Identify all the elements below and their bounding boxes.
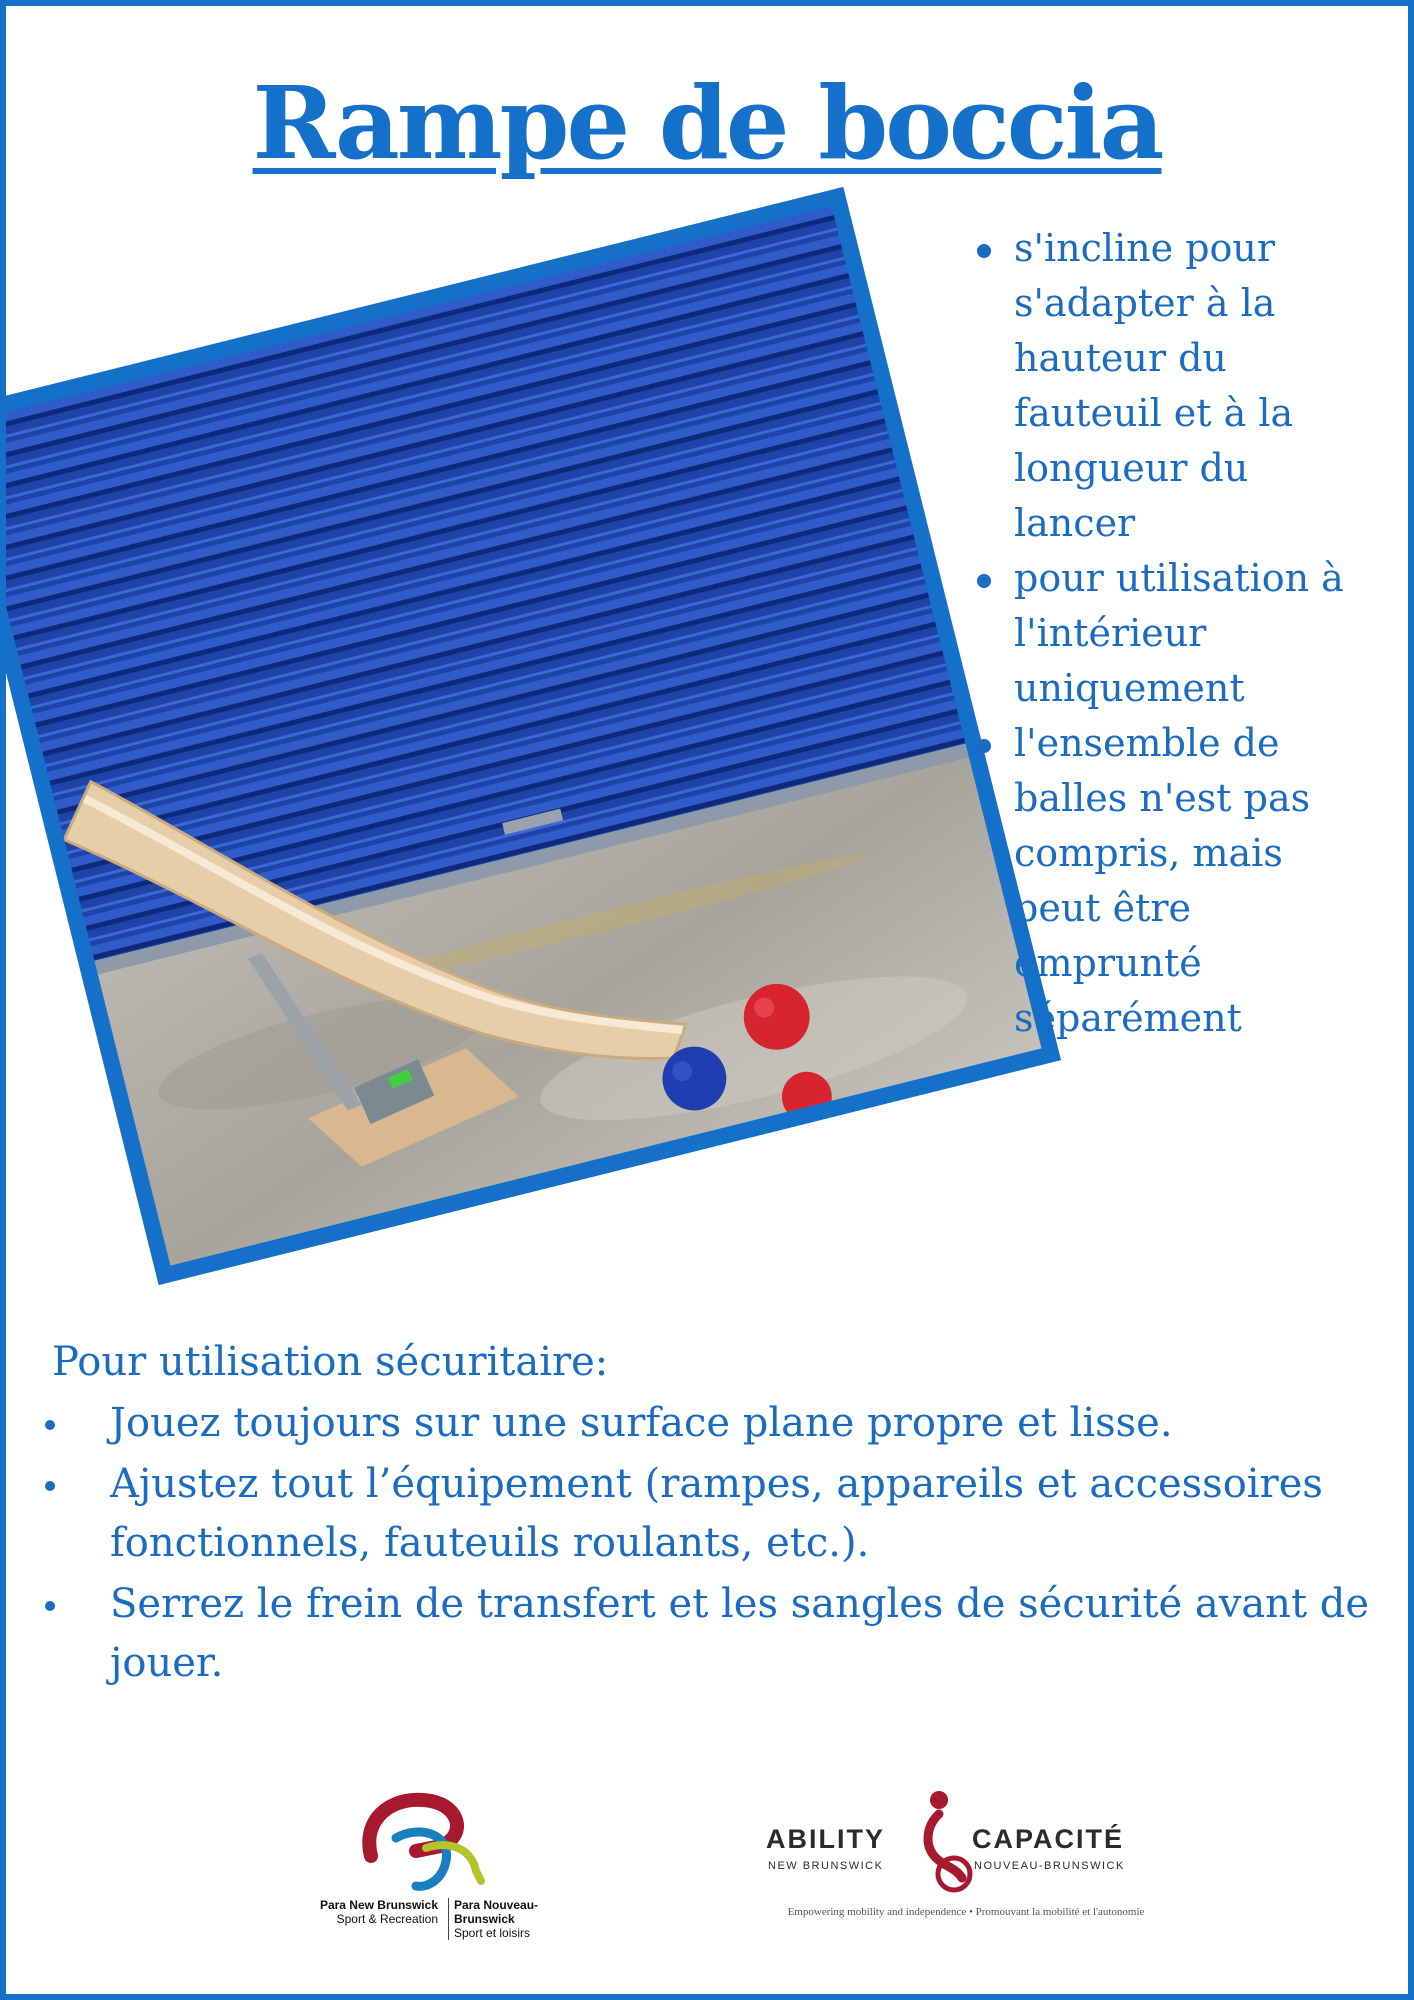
ramp-photo-illustration	[0, 206, 1042, 1265]
list-item: l'ensemble de balles n'est pas compris, mais peut être emprunté séparément	[974, 716, 1374, 1046]
ability-nb-logo	[756, 1786, 1176, 1926]
list-item: s'incline pour s'adapter à la hauteur du fauteuil et à la longueur du lancer	[974, 221, 1374, 551]
ability-sub: NEW BRUNSWICK	[768, 1860, 884, 1872]
page-title: Rampe de boccia	[252, 64, 1162, 182]
capacite-sub: NOUVEAU-BRUNSWICK	[974, 1860, 1125, 1872]
safety-heading: Pour utilisation sécuritaire:	[52, 1339, 609, 1385]
para-nb-en-sub: Sport & Recreation	[336, 1912, 438, 1926]
para-nb-english	[320, 1898, 438, 1926]
para-nb-fr-sub: Sport et loisirs	[454, 1926, 531, 1940]
para-nb-logo	[276, 1786, 596, 1940]
para-nb-en-name: Para New Brunswick	[319, 1898, 438, 1912]
list-item: Serrez le frein de transfert et les sangles de sécurité avant de jouer.	[42, 1575, 1382, 1693]
safety-list	[42, 1394, 1382, 1695]
ability-tagline: Empowering mobility and independence • Promouvant la mobilité et l'autonomie	[787, 1906, 1145, 1918]
list-item: Ajustez tout l’équipement (rampes, appareils et accessoires fonctionnels, fauteuils roulants, etc.).	[42, 1455, 1382, 1573]
ability-word: ABILITY	[766, 1824, 885, 1854]
feature-list	[974, 221, 1374, 1046]
para-nb-fr-name: Para Nouveau-Brunswick	[454, 1898, 539, 1926]
boccia-ramp-photo	[0, 206, 1042, 1265]
para-nb-french	[448, 1898, 594, 1940]
photo-frame	[0, 187, 1061, 1285]
list-item: pour utilisation à l'intérieur uniquement	[974, 551, 1374, 716]
capacite-word: CAPACITÉ	[972, 1824, 1125, 1854]
para-nb-logo-mark	[276, 1786, 596, 1896]
list-item: Jouez toujours sur une surface plane propre et lisse.	[42, 1394, 1382, 1453]
